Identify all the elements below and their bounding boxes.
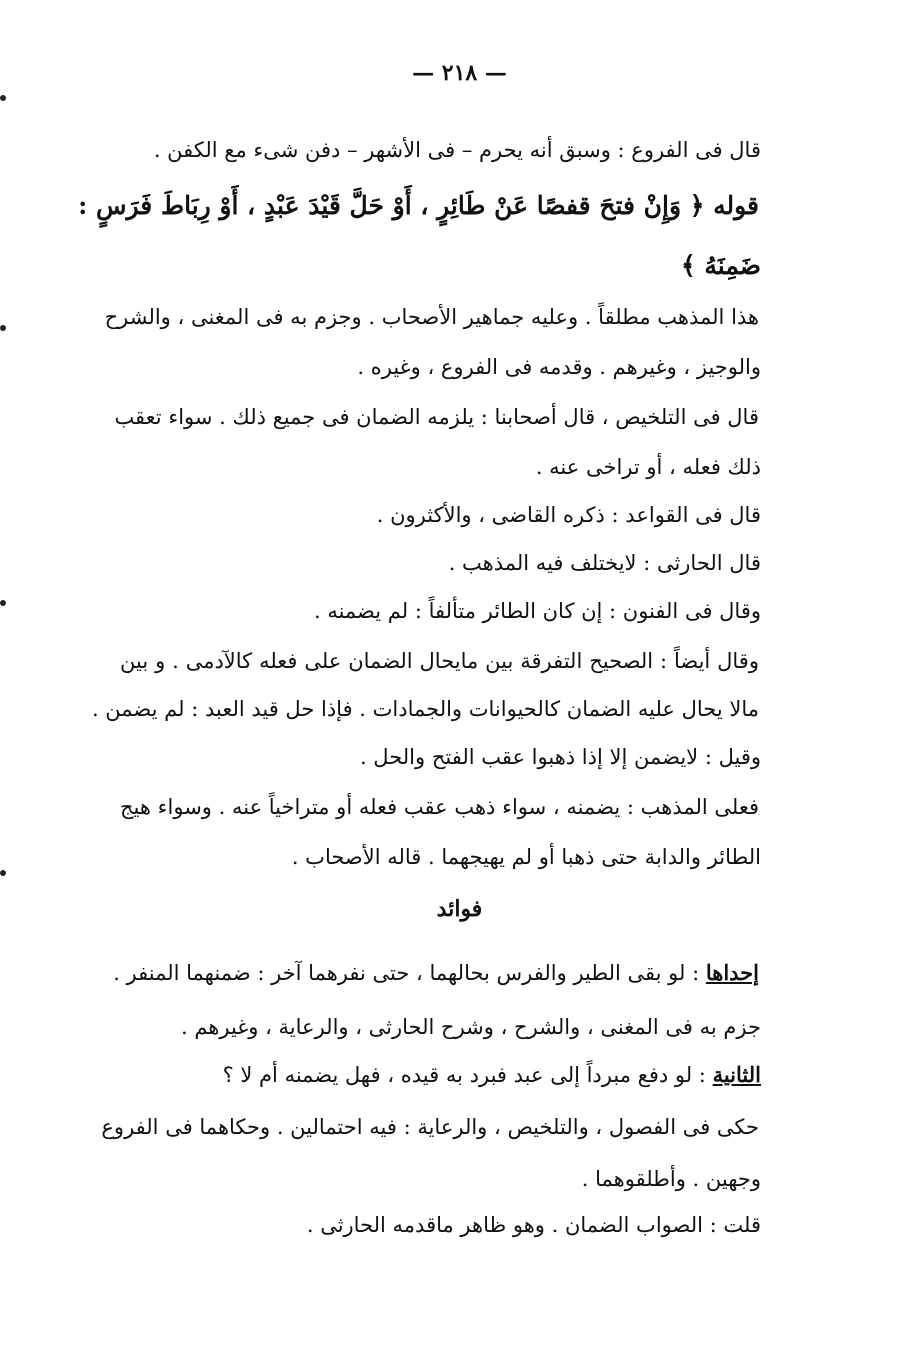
text-line: فعلى المذهب : يضمنه ، سواء ذهب عقب فعله أو متراخياً عنه . وسواء هيج [120,795,759,819]
text-line: قال الحارثى : لايختلف فيه المذهب . [448,551,761,575]
text-line: جزم به فى المغنى ، والشرح ، وشرح الحارثى ، والرعاية ، وغيرهم . [180,1015,761,1039]
text-line [113,958,759,988]
text-line: وجهين . وأطلقوهما . [581,1167,761,1191]
section-heading: فوائد [436,896,483,922]
text-line [120,1060,761,1090]
text-line: مالا يحال عليه الضمان كالحيوانات والجمادات . فإذا حل قيد العبد : لم يضمن . [91,697,759,721]
text-line: الطائر والدابة حتى ذهبا أو لم يهيجهما . قاله الأصحاب . [291,845,761,869]
text-line: قال فى التلخيص ، قال أصحابنا : يلزمه الضمان فى جميع ذلك . سواء تعقب [114,405,759,429]
line-rest: : لو دفع مبرداً إلى عبد فبرد به قيده ، فهل يضمنه أم لا ؟ [222,1063,706,1087]
text-line: قلت : الصواب الضمان . وهو ظاهر ماقدمه الحارثى . [306,1213,761,1237]
quranic-quote-line: قوله ﴿ وَإِنْ فتحَ قفصًا عَنْ طَائِرٍ ، أَوْ حَلَّ قَيْدَ عَبْدٍ ، أَوْ رِبَاطَ فَرَسٍ : [78,191,759,220]
page-number: — ٢١٨ — [412,60,507,86]
text-line: قال فى الفروع : وسبق أنه يحرم – فى الأشهر – دفن شىء مع الكفن . [153,138,761,162]
quranic-quote-line: ضَمِنَهُ ﴾ [681,251,761,280]
text-line: قال فى القواعد : ذكره القاضى ، والأكثرون . [376,503,761,527]
margin-mark [0,95,6,101]
margin-mark [0,600,6,606]
text-line: وقيل : لايضمن إلا إذا ذهبوا عقب الفتح والحل . [359,745,761,769]
text-line: حكى فى الفصول ، والتلخيص ، والرعاية : فيه احتمالين . وحكاهما فى الفروع [101,1115,759,1139]
text-line: وقال أيضاً : الصحيح التفرقة بين مايحال الضمان على فعله كالآدمى . و بين [120,649,759,673]
text-line: وقال فى الفنون : إن كان الطائر متألفاً : لم يضمنه . [313,599,761,623]
margin-mark [0,870,6,876]
lead-word: الثانية [712,1062,761,1087]
line-rest: : لو بقى الطير والفرس بحالهما ، حتى نفرهما آخر : ضمنهما المنفر . [113,961,700,985]
text-line: ذلك فعله ، أو تراخى عنه . [535,455,761,479]
text-line: والوجيز ، وغيرهم . وقدمه فى الفروع ، وغيره . [357,355,761,379]
margin-mark [0,325,6,331]
lead-word: إحداها [705,960,759,985]
text-line: هذا المذهب مطلقاً . وعليه جماهير الأصحاب . وجزم به فى المغنى ، والشرح [104,305,759,329]
